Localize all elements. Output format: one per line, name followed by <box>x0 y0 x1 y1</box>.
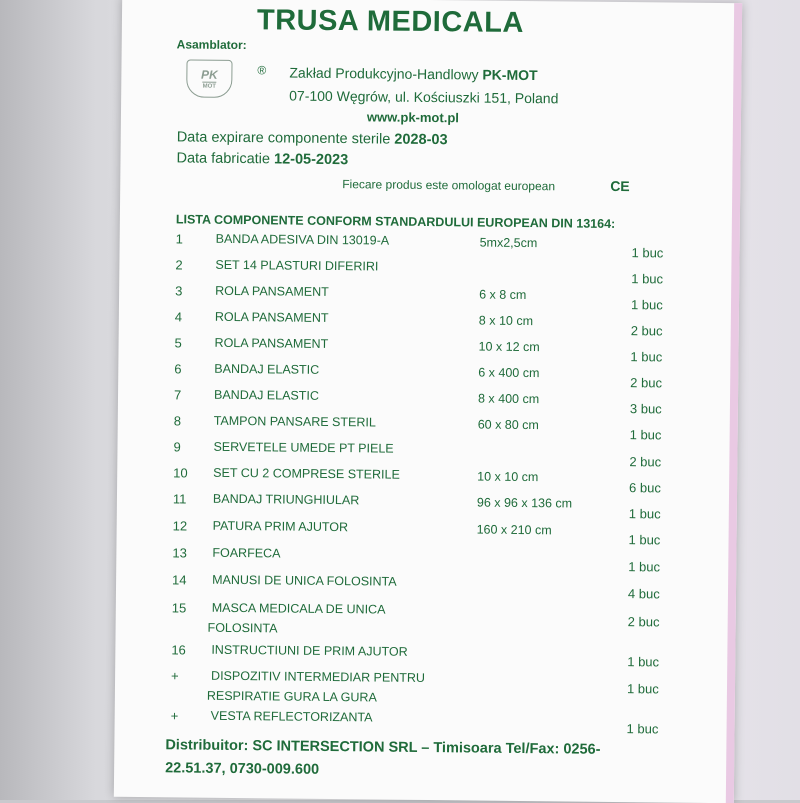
list-item-size: 5mx2,5cm <box>479 235 538 251</box>
list-item-number: 15 <box>171 600 187 616</box>
list-item-number: 9 <box>173 439 181 455</box>
list-item-number: 7 <box>173 387 182 403</box>
list-item-name-continued: FOLOSINTA <box>207 620 278 636</box>
list-item-size: 8 x 400 cm <box>477 391 540 407</box>
list-item-name: BANDAJ ELASTIC <box>213 387 320 403</box>
list-item-quantity: 6 buc <box>629 480 661 496</box>
logo-subtext: MOT <box>202 83 216 90</box>
manufacturer-address: 07-100 Węgrów, ul. Kościuszki 151, Poland <box>289 87 559 107</box>
list-item-quantity: 1 buc <box>631 271 664 287</box>
pk-mot-logo <box>186 59 232 97</box>
manufacturer-website: www.pk-mot.pl <box>366 109 460 126</box>
distributor-line-1: Distribuitor: SC INTERSECTION SRL – Timisoara Tel/Fax: 0256- <box>165 737 601 758</box>
list-item-name: SET 14 PLASTURI DIFERIRI <box>215 257 379 274</box>
list-item-number: 6 <box>174 361 182 377</box>
list-item-size: 8 x 10 cm <box>478 313 534 329</box>
list-item-number: 2 <box>175 257 183 273</box>
expiry-label: Data expirare componente sterile <box>176 129 395 148</box>
list-item-quantity: 1 buc <box>626 681 659 697</box>
list-item-quantity: 1 buc <box>630 349 663 365</box>
list-item-quantity: 3 buc <box>629 401 662 417</box>
manufacture-date <box>176 150 348 168</box>
list-item-name: ROLA PANSAMENT <box>214 335 329 351</box>
ce-mark: CE <box>610 177 630 195</box>
registered-mark: ® <box>257 63 267 78</box>
list-item-quantity: 1 buc <box>628 532 661 548</box>
manufacturer-brand: PK-MOT <box>482 66 538 84</box>
logo-text: PK <box>200 67 218 82</box>
list-item-name: BANDAJ ELASTIC <box>214 361 320 377</box>
list-item-name: SET CU 2 COMPRESE STERILE <box>213 465 400 482</box>
list-item-size: 60 x 80 cm <box>477 417 539 433</box>
assembler-label: Asamblator: <box>176 37 247 53</box>
list-item-number: + <box>170 708 179 724</box>
list-item-number: 3 <box>175 283 183 299</box>
expiry-date <box>177 129 448 148</box>
list-item-name: VESTA REFLECTORIZANTA <box>210 708 373 725</box>
list-item-name: MANUSI DE UNICA FOLOSINTA <box>212 572 397 589</box>
list-item-name: BANDAJ TRIUNGHIULAR <box>212 491 360 508</box>
list-item-name: MASCA MEDICALA DE UNICA <box>211 600 386 617</box>
list-item-size: 10 x 10 cm <box>477 469 539 485</box>
manufacture-value: 12-05-2023 <box>273 151 349 169</box>
list-item-size: 6 x 8 cm <box>479 287 527 303</box>
list-item-name: DISPOZITIV INTERMEDIAR PENTRU <box>211 668 426 685</box>
list-item-number: + <box>171 668 179 684</box>
list-item-name-continued: RESPIRATIE GURA LA GURA <box>206 688 377 705</box>
list-item-size: 96 x 96 x 136 cm <box>476 495 573 511</box>
list-item-number: 14 <box>172 572 187 588</box>
list-item-number: 1 <box>175 231 183 247</box>
list-item-quantity: 1 buc <box>630 297 663 313</box>
list-item-quantity: 1 buc <box>627 654 660 670</box>
list-item-quantity: 2 buc <box>630 323 663 339</box>
list-item-number: 10 <box>173 465 188 481</box>
list-item-number: 5 <box>174 335 182 351</box>
list-item-name: ROLA PANSAMENT <box>215 283 329 299</box>
list-item-size: 10 x 12 cm <box>478 339 540 355</box>
expiry-value: 2028-03 <box>394 131 448 149</box>
list-item-size: 6 x 400 cm <box>478 365 540 381</box>
list-item-number: 12 <box>172 518 188 534</box>
list-item-number: 4 <box>174 309 183 325</box>
list-item-name: BANDA ADESIVA DIN 13019-A <box>215 231 390 248</box>
manufacture-label: Data fabricatie <box>176 150 275 168</box>
list-item-quantity: 1 buc <box>626 721 659 737</box>
list-item-quantity: 1 buc <box>628 559 661 575</box>
manufacturer-name-prefix: Zakład Produkcyjno-Handlowy <box>289 64 483 83</box>
list-item-size: 160 x 210 cm <box>476 522 552 538</box>
component-list-header: LISTA COMPONENTE CONFORM STANDARDULUI EUROPEAN DIN 13164: <box>175 212 616 231</box>
list-item-quantity: 4 buc <box>627 586 660 602</box>
list-item-name: INSTRUCTIUNI DE PRIM AJUTOR <box>211 642 408 659</box>
list-item-name: ROLA PANSAMENT <box>214 309 329 325</box>
list-item-number: 8 <box>173 413 182 429</box>
list-item-quantity: 2 buc <box>627 614 660 630</box>
list-item-name: TAMPON PANSARE STERIL <box>213 413 376 430</box>
list-item-number: 16 <box>171 642 186 658</box>
list-item-name: SERVETELE UMEDE PT PIELE <box>213 439 394 456</box>
label-sheet <box>114 0 742 803</box>
distributor-line-2: 22.51.37, 0730-009.600 <box>165 760 320 778</box>
list-item-quantity: 1 buc <box>629 427 662 443</box>
list-item-number: 13 <box>172 545 187 561</box>
list-item-quantity: 1 buc <box>628 506 661 522</box>
list-item-quantity: 2 buc <box>630 375 663 391</box>
list-item-name: FOARFECA <box>212 545 281 561</box>
list-item-quantity: 2 buc <box>629 454 662 470</box>
eu-approval-note: Fiecare produs este omologat european <box>342 177 556 194</box>
list-item-quantity: 1 buc <box>631 245 664 261</box>
manufacturer-name <box>289 65 537 84</box>
list-item-name: PATURA PRIM AJUTOR <box>212 518 349 535</box>
page-title: TRUSA MEDICALA <box>256 4 525 39</box>
list-item-number: 11 <box>172 491 187 507</box>
